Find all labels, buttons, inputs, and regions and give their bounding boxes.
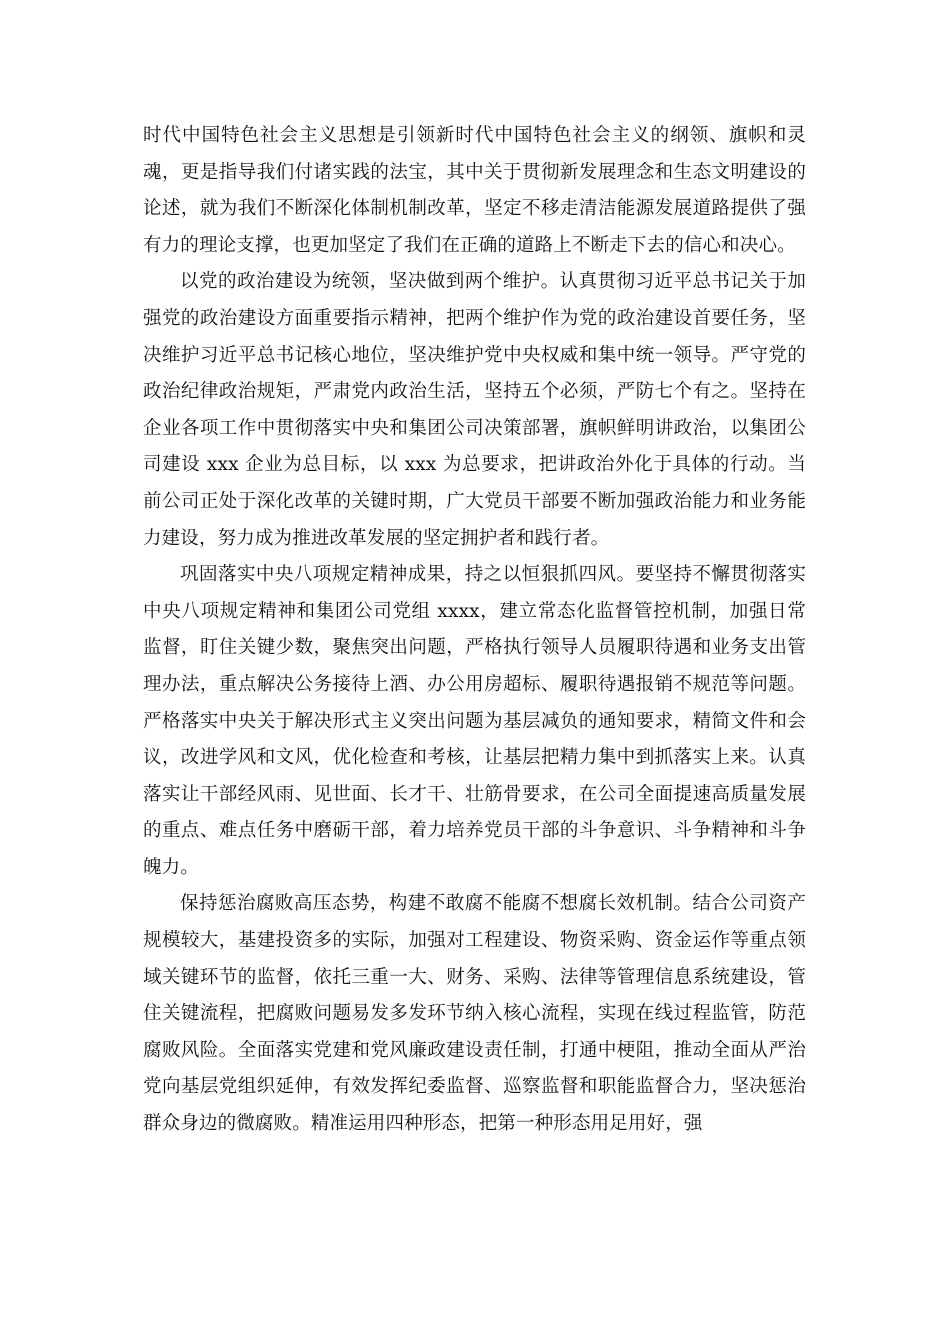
paragraph-3: 巩固落实中央八项规定精神成果，持之以恒狠抓四风。要坚持不懈贯彻落实中央八项规定精神和集团公司党组 xxxx，建立常态化监督管控机制，加强日常监督，盯住关键少数，聚焦突出问题，严格执行领导人员履职待遇和业务支出管理办法，重点解决公务接待上酒、办公用房超标、履职待遇报销不规范等问题。严格落实中央关于解决形式主义突出问题为基层减负的通知要求，精简文件和会议，改进学风和文风，优化检查和考核，让基层把精力集中到抓落实上来。认真落实让干部经风雨、见世面、长才干、壮筋骨要求，在公司全面提速高质量发展的重点、难点任务中磨砺干部，着力培养党员干部的斗争意识、斗争精神和斗争魄力。 — [143, 564, 806, 878]
paragraph-1: 时代中国特色社会主义思想是引领新时代中国特色社会主义的纲领、旗帜和灵魂，更是指导我们付诸实践的法宝，其中关于贯彻新发展理念和生态文明建设的论述，就为我们不断深化体制机制改革，坚定不移走清洁能源发展道路提供了强有力的理论支撑，也更加坚定了我们在正确的道路上不断走下去的信心和决心。 — [143, 125, 806, 256]
paragraph-4: 保持惩治腐败高压态势，构建不敢腐不能腐不想腐长效机制。结合公司资产规模较大，基建投资多的实际，加强对工程建设、物资采购、资金运作等重点领域关键环节的监督，依托三重一大、财务、采购、法律等管理信息系统建设，管住关键流程，把腐败问题易发多发环节纳入核心流程，实现在线过程监管，防范腐败风险。全面落实党建和党风廉政建设责任制，打通中梗阻，推动全面从严治党向基层党组织延伸，有效发挥纪委监督、巡察监督和职能监督合力，坚决惩治群众身边的微腐败。精准运用四种形态，把第一种形态用足用好，强 — [143, 893, 806, 1135]
paragraph-2: 以党的政治建设为统领，坚决做到两个维护。认真贯彻习近平总书记关于加强党的政治建设方面重要指示精神，把两个维护作为党的政治建设首要任务，坚决维护习近平总书记核心地位，坚决维护党中央权威和集中统一领导。严守党的政治纪律政治规矩，严肃党内政治生活，坚持五个必须，严防七个有之。坚持在企业各项工作中贯彻落实中央和集团公司决策部署，旗帜鲜明讲政治，以集团公司建设 xxx 企业为总目标，以 xxx 为总要求，把讲政治外化于具体的行动。当前公司正处于深化改革的关键时期，广大党员干部要不断加强政治能力和业务能力建设，努力成为推进改革发展的坚定拥护者和践行者。 — [143, 271, 806, 549]
document-body — [143, 118, 806, 1143]
